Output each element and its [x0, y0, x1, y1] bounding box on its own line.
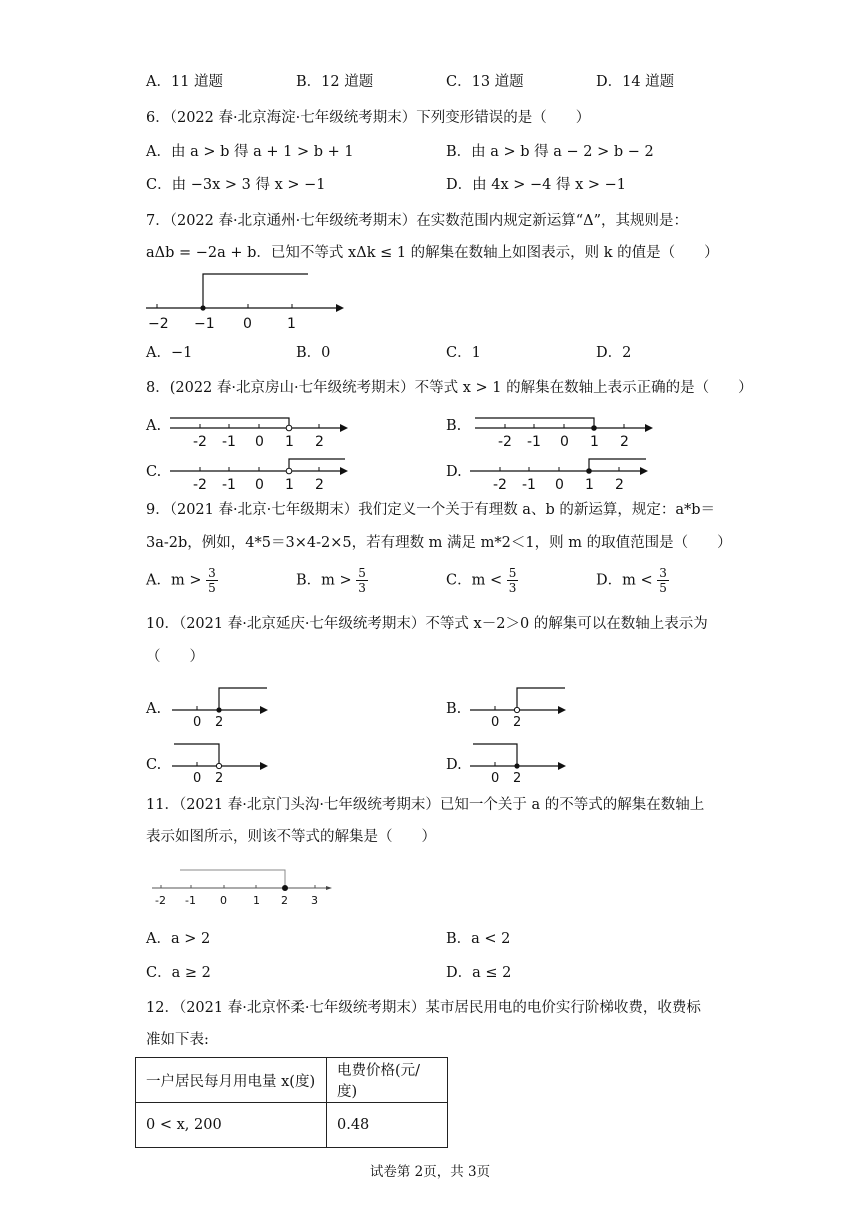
q10d-tick-label: 0 — [491, 771, 500, 786]
q8b-tick-label: 0 — [560, 434, 569, 450]
q9-fraction: $\frac{3}{5}$ — [659, 566, 667, 595]
q10-label-b: B. — [446, 701, 462, 717]
q7-stem-line1: 7．（2022 春·北京通州·七年级统考期末）在实数范围内规定新运算“Δ”，其规则是： — [146, 213, 688, 229]
q7-tick-label: 1 — [287, 316, 296, 332]
q10c-tick-label: 2 — [215, 771, 224, 786]
q8-label-d: D. — [446, 464, 462, 480]
q7-option-c: C．1 — [446, 345, 481, 361]
q11-option-a: A．a > 2 — [146, 931, 211, 947]
q5-option-d: D．14 道题 — [596, 74, 675, 90]
q11-tick-label: -2 — [155, 894, 166, 907]
q10a-tick-label: 2 — [215, 715, 224, 730]
q8b-tick-label: -2 — [498, 434, 512, 450]
q11-tick-label: 1 — [253, 894, 260, 907]
q10b-tick-label: 0 — [491, 715, 500, 730]
q8-number-line-b — [475, 410, 665, 450]
q7-tick-label: −2 — [148, 316, 169, 332]
q10c-tick-label: 0 — [193, 771, 202, 786]
q10-number-line-a — [172, 686, 282, 734]
q8b-tick-label: 2 — [620, 434, 629, 450]
q9-stem-line1: 9．（2021 春·北京·七年级期末）我们定义一个关于有理数 a、b 的新运算，规定：a*b＝ — [146, 502, 716, 518]
q10-label-a: A. — [146, 701, 162, 717]
q7-number-line — [146, 272, 346, 332]
q8a-tick-label: -1 — [222, 434, 236, 450]
q11-option-c: C．a ≥ 2 — [146, 965, 211, 981]
q8a-tick-label: 1 — [285, 434, 294, 450]
q7-option-d: D．2 — [596, 345, 632, 361]
q7-stem-line2: aΔb = −2a + b．已知不等式 xΔk ≤ 1 的解集在数轴上如图表示，则 k 的值是（ ） — [146, 245, 719, 261]
q10-stem-line2: （ ） — [146, 649, 204, 665]
q10-label-d: D. — [446, 757, 462, 773]
q8d-tick-label: -2 — [493, 477, 507, 493]
q6-option-b: B．由 a > b 得 a − 2 > b − 2 — [446, 144, 654, 160]
table-header-cell: 电费价格(元/度) — [327, 1058, 448, 1103]
q11-stem-line1: 11．（2021 春·北京门头沟·七年级统考期末）已知一个关于 a 的不等式的解集在数轴上 — [146, 797, 705, 813]
q8a-tick-label: 2 — [315, 434, 324, 450]
q10-number-line-d — [470, 742, 580, 790]
q5-option-b: B．12 道题 — [296, 74, 374, 90]
q9-option-a: A．m > $\frac{3}{5}$ — [146, 566, 216, 595]
q10-number-line-b — [470, 686, 580, 734]
q10-number-line-c — [172, 742, 282, 790]
q8b-tick-label: -1 — [527, 434, 541, 450]
q8d-tick-label: 2 — [615, 477, 624, 493]
q9-option-d: D．m < $\frac{3}{5}$ — [596, 566, 667, 595]
q6-stem: 6．（2022 春·北京海淀·七年级统考期末）下列变形错误的是（ ） — [146, 110, 591, 126]
q8c-tick-label: -2 — [193, 477, 207, 493]
q7-option-b: B．0 — [296, 345, 331, 361]
q6-option-c: C．由 −3x > 3 得 x > −1 — [146, 177, 326, 193]
q8c-tick-label: 1 — [285, 477, 294, 493]
q8d-tick-label: 1 — [585, 477, 594, 493]
q8c-tick-label: 0 — [255, 477, 264, 493]
q11-number-line — [152, 866, 352, 916]
q6-option-a: A．由 a > b 得 a + 1 > b + 1 — [146, 144, 354, 160]
page-footer: 试卷第 2页，共 3页 — [369, 1164, 491, 1180]
q9-option-b: B．m > $\frac{5}{3}$ — [296, 566, 366, 595]
q8a-tick-label: 0 — [255, 434, 264, 450]
q8-number-line-c — [170, 453, 360, 493]
q8-label-b: B. — [446, 418, 462, 434]
q11-tick-label: 0 — [220, 894, 227, 907]
q10d-tick-label: 2 — [513, 771, 522, 786]
q8-label-c: C. — [146, 464, 162, 480]
q11-stem-line2: 表示如图所示，则该不等式的解集是（ ） — [146, 829, 436, 845]
q11-option-b: B．a < 2 — [446, 931, 511, 947]
q10-stem-line1: 10．（2021 春·北京延庆·七年级统考期末）不等式 x－2＞0 的解集可以在数轴上表示为 — [146, 616, 708, 632]
q12-stem-line2: 准如下表: — [146, 1032, 209, 1048]
q9-option-c: C．m < $\frac{5}{3}$ — [446, 566, 517, 595]
table-header-cell: 一户居民每月用电量 x(度) — [136, 1058, 327, 1103]
q8-label-a: A. — [146, 418, 162, 434]
q8a-tick-label: -2 — [193, 434, 207, 450]
q12-stem-line1: 12．（2021 春·北京怀柔·七年级统考期末）某市居民用电的电价实行阶梯收费，收费标 — [146, 1000, 701, 1016]
q11-option-d: D．a ≤ 2 — [446, 965, 512, 981]
table-cell: 0 < x, 200 — [136, 1103, 327, 1148]
q9-fraction: $\frac{3}{5}$ — [208, 566, 216, 595]
q7-tick-label: 0 — [243, 316, 252, 332]
q8b-tick-label: 1 — [590, 434, 599, 450]
q8-stem: 8．(2022 春·北京房山·七年级统考期末）不等式 x > 1 的解集在数轴上表示正确的是（ ） — [146, 380, 753, 396]
table-row — [136, 1103, 448, 1148]
table-cell: 0.48 — [327, 1103, 448, 1148]
q5-option-a: A．11 道题 — [146, 74, 224, 90]
q9-fraction: $\frac{5}{3}$ — [508, 566, 517, 595]
q11-tick-label: -1 — [185, 894, 196, 907]
q11-tick-label: 3 — [311, 894, 318, 907]
q5-option-c: C．13 道题 — [446, 74, 524, 90]
table-header-row — [136, 1058, 448, 1103]
q8d-tick-label: -1 — [522, 477, 536, 493]
q8-number-line-d — [470, 453, 660, 493]
q8d-tick-label: 0 — [555, 477, 564, 493]
q9-fraction: $\frac{5}{3}$ — [358, 566, 366, 595]
q11-tick-label: 2 — [281, 894, 288, 907]
q9-stem-line2: 3a-2b，例如，4*5＝3×4-2×5，若有理数 m 满足 m*2＜1，则 m 的取值范围是（ ） — [146, 535, 732, 551]
q6-option-d: D．由 4x > −4 得 x > −1 — [446, 177, 627, 193]
q10a-tick-label: 0 — [193, 715, 202, 730]
q8c-tick-label: 2 — [315, 477, 324, 493]
q8-number-line-a — [170, 410, 360, 450]
q7-tick-label: −1 — [194, 316, 215, 332]
q8c-tick-label: -1 — [222, 477, 236, 493]
q10-label-c: C. — [146, 757, 162, 773]
q7-option-a: A．−1 — [146, 345, 193, 361]
q10b-tick-label: 2 — [513, 715, 522, 730]
fee-table — [135, 1057, 448, 1148]
